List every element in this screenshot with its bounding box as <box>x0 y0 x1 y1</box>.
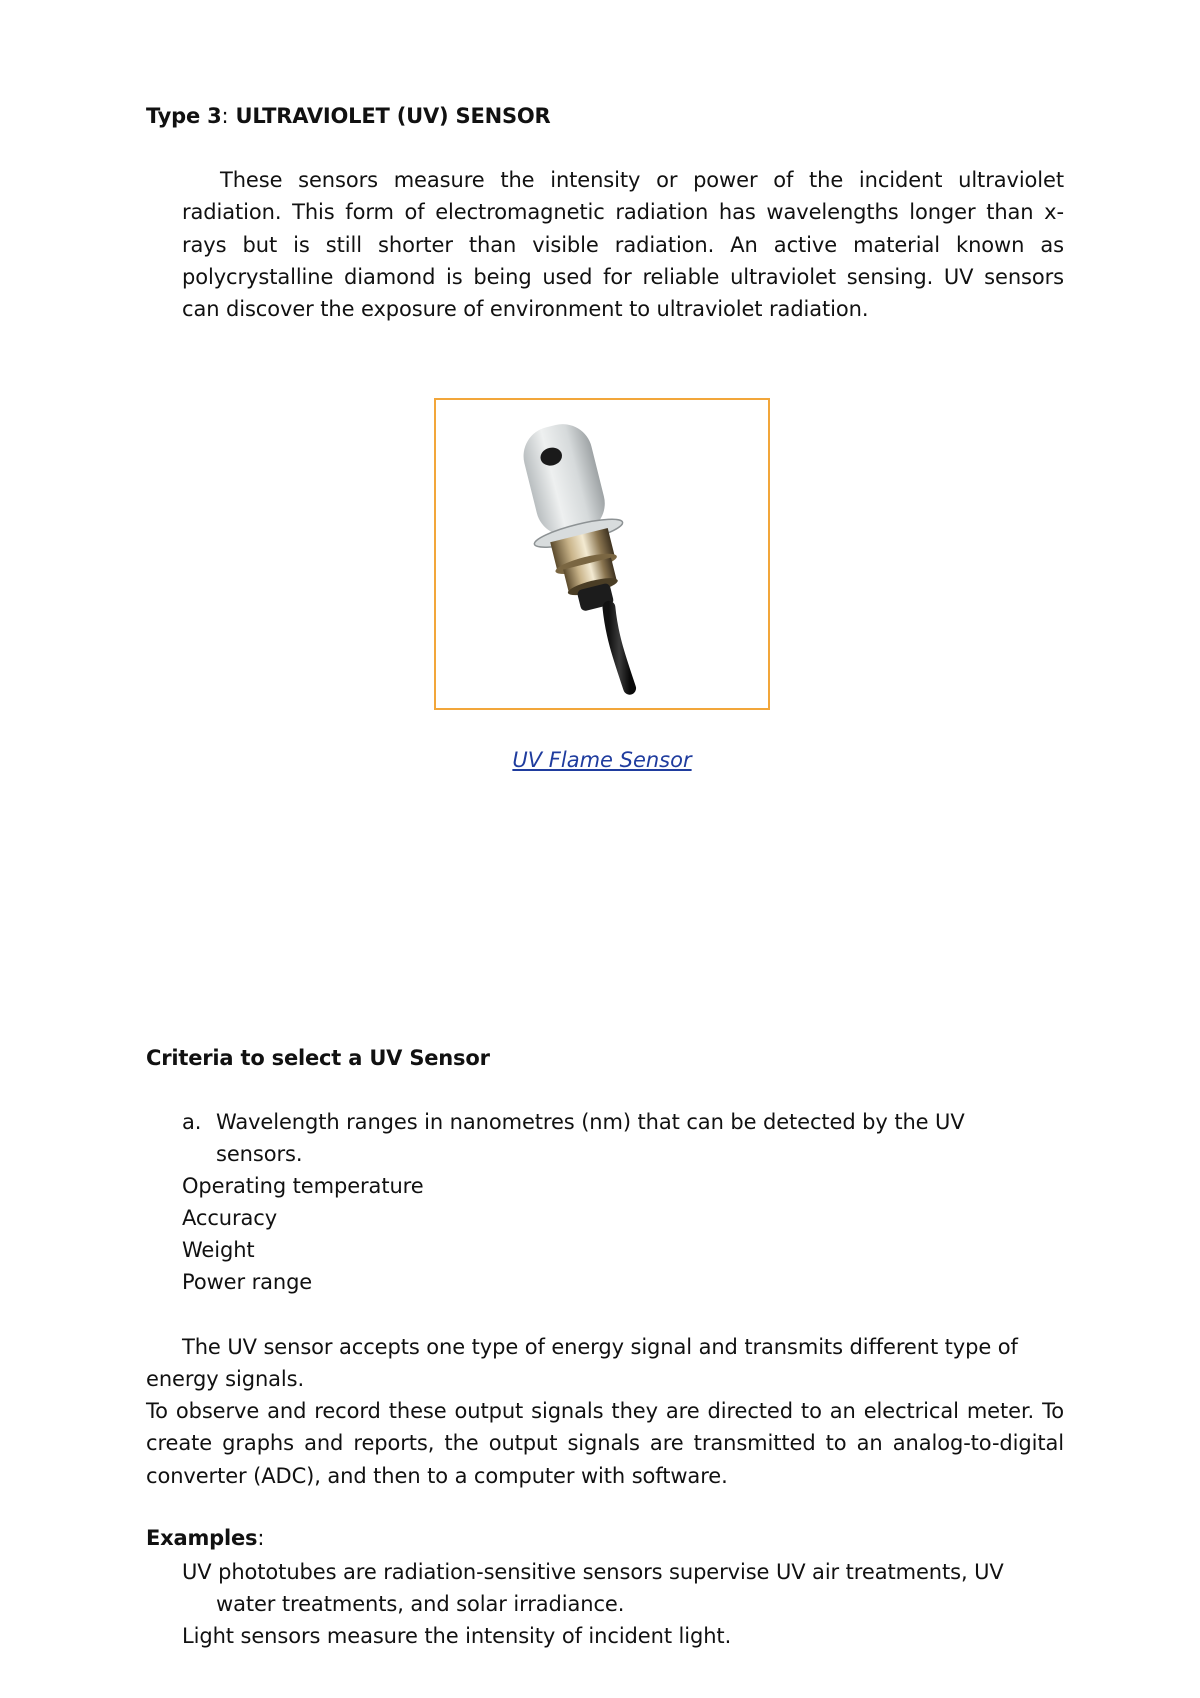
criteria-item-a-line2: sensors. <box>216 1142 303 1166</box>
section-title-main: ULTRAVIOLET (UV) SENSOR <box>235 104 551 128</box>
figure-caption[interactable]: UV Flame Sensor <box>512 748 692 772</box>
example-item2: Light sensors measure the intensity of incident light. <box>182 1624 732 1648</box>
intro-paragraph <box>182 164 1064 325</box>
criteria-item-power-range: Power range <box>182 1270 313 1294</box>
intro-text: These sensors measure the intensity or power of the incident ultraviolet radiation. This form of electromagnetic radiation has wavelengths longer than x-rays but is still shorter than visible radiation. An active material known as polycrystalline diamond is being used for reliable ultraviolet sensing. UV sensors can discover the exposure of environment to ultraviolet radiation. <box>182 168 1064 322</box>
section-title-prefix: Type 3 <box>146 104 222 128</box>
criteria-heading: Criteria to select a UV Sensor <box>146 1046 490 1070</box>
example-item1-line2: water treatments, and solar irradiance. <box>216 1592 625 1616</box>
criteria-item-accuracy: Accuracy <box>182 1206 278 1230</box>
section-title <box>146 102 551 130</box>
examples-heading <box>146 1524 264 1552</box>
body-paragraph2: To observe and record these output signals they are directed to an electrical meter. To create graphs and reports, the output signals are transmitted to an analog-to-digital converter (ADC), and then to a computer with software. <box>146 1399 1064 1488</box>
example-item1-line1: UV phototubes are radiation-sensitive sensors supervise UV air treatments, UV <box>182 1560 1004 1584</box>
examples-heading-colon: : <box>257 1526 265 1550</box>
criteria-item-operating-temperature: Operating temperature <box>182 1174 424 1198</box>
body-paragraph1-line1: The UV sensor accepts one type of energy signal and transmits different type of <box>182 1335 1018 1359</box>
uv-flame-sensor-image <box>436 400 768 708</box>
section-title-colon: : <box>221 104 229 128</box>
sensor-cable-shape <box>609 607 630 688</box>
criteria-item-weight: Weight <box>182 1238 255 1262</box>
criteria-item-a-line1: Wavelength ranges in nanometres (nm) that can be detected by the UV <box>216 1110 965 1134</box>
sensor-figure-frame <box>434 398 770 710</box>
body-paragraph1-line2: energy signals. <box>146 1367 305 1391</box>
examples-heading-label: Examples <box>146 1526 258 1550</box>
criteria-item-a-marker: a. <box>182 1110 202 1134</box>
